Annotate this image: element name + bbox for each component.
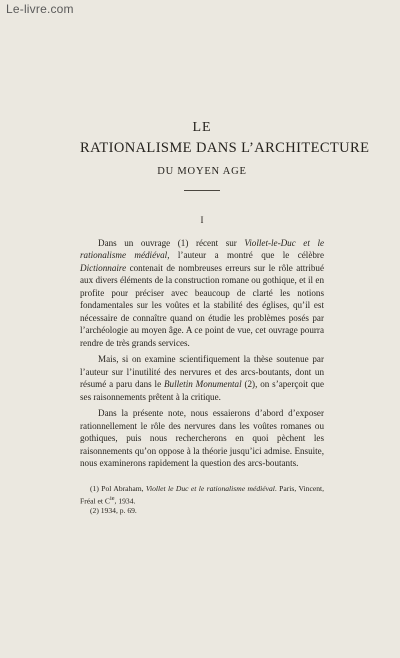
text-run: (2) 1934, p. 69. xyxy=(90,506,137,516)
paragraph xyxy=(80,353,324,403)
italic-text: Dictionnaire xyxy=(80,262,127,273)
title-line-2: RATIONALISME DANS L’ARCHITECTURE xyxy=(80,140,370,157)
paragraph xyxy=(80,237,324,350)
text-run: Mais, si on examine scientifiquement la thèse soutenue par l’auteur sur l’inutilité des nervures et des arcs-boutants, dont un résumé a paru dans le xyxy=(80,354,324,390)
text-run: . Paris, Vincent, Fréal et C xyxy=(80,483,325,506)
text-run: contenait de nombreuses erreurs sur le rôle attribué aux divers éléments de la construction romane ou gothique, et il en profite pour préciser avec beaucoup de clarté les notions fondamentales sur les voûtes et la stabilité des églises, qu’il est nécessaire de connaître quand on étudie les problèmes posés par l’archéologie au moyen âge. A ce point de vue, cet ouvrage pourra rendre de très grands services. xyxy=(80,262,324,348)
paragraph xyxy=(80,407,324,470)
text-run: Dans un ouvrage (1) récent sur xyxy=(98,237,245,248)
title-line-1: LE xyxy=(192,120,212,135)
text-run: , 1934. xyxy=(114,496,136,506)
text-run: (2), on s’aperçoit que ses raisonnements prêtent à la critique. xyxy=(80,379,324,402)
watermark-text: Le-livre.com xyxy=(6,2,74,16)
text-run: , l’auteur a montré que le célèbre xyxy=(167,250,324,261)
footnote xyxy=(80,506,324,516)
article-body xyxy=(80,237,324,470)
superscript-text: ie xyxy=(109,494,115,502)
italic-text: Bulletin Monumental xyxy=(163,379,242,390)
article-title xyxy=(80,120,370,178)
italic-text: Viollet le Duc et le rationalisme médiéval xyxy=(145,483,275,493)
footnotes xyxy=(80,484,324,517)
section-number: I xyxy=(200,214,204,225)
title-divider xyxy=(184,190,220,191)
text-run: Dans la présente note, nous essaierons d’abord d’exposer rationnellement le rôle des nervures dans les voûtes romanes ou gothiques, puis nous rechercherons en quoi pèchent les raisonnements qu’on oppose à la théorie jusqu’ici admise. Ensuite, nous examinerons rapidement la question des arcs-boutants. xyxy=(80,408,324,469)
article xyxy=(80,120,370,516)
italic-text: Viollet-le-Duc et le rationalisme médiéval xyxy=(80,237,325,261)
text-run: (1) Pol Abraham, xyxy=(90,483,146,493)
title-line-3: DU MOYEN AGE xyxy=(157,166,247,178)
footnote xyxy=(80,484,324,507)
